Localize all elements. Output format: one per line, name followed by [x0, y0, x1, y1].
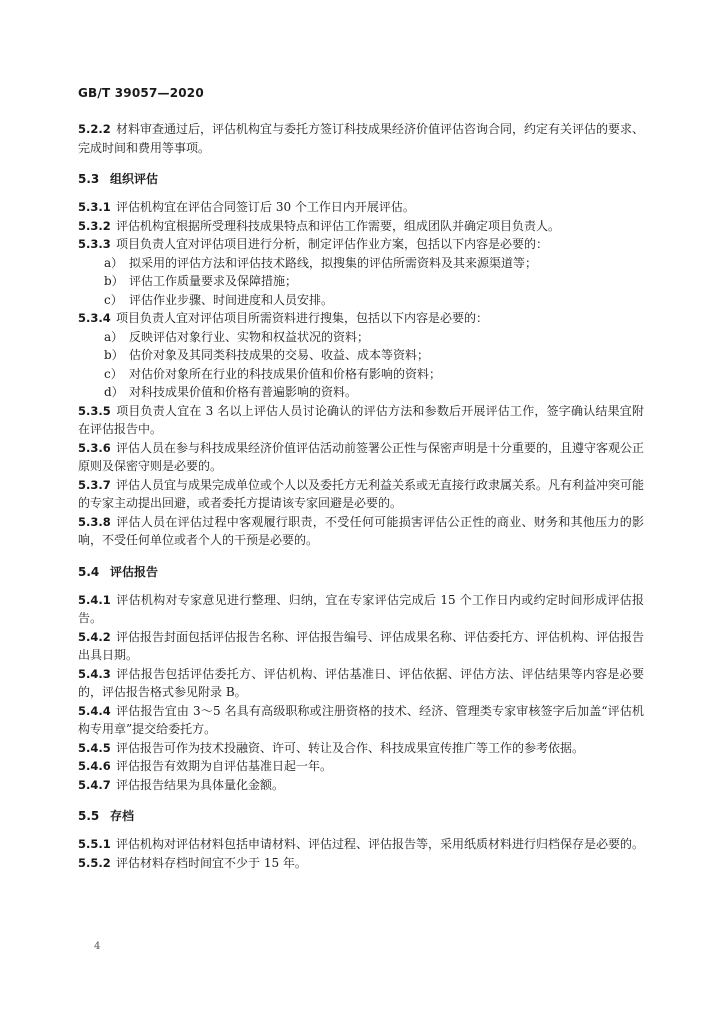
clause-number: 5.3.3	[78, 237, 111, 251]
clause-text: 评估材料存档时间宜不少于 15 年。	[116, 855, 307, 870]
clause-text: 项目负责人宜在 3 名以上评估人员讨论确认的评估方法和参数后开展评估工作，签字确认结果宜附在评估报告中。	[78, 403, 644, 436]
clause-number: 5.3.2	[78, 218, 111, 233]
clause-text: 评估报告可作为技术投融资、许可、转让及合作、科技成果宣传推广等工作的参考依据。	[116, 740, 585, 755]
clause-paragraph	[78, 513, 644, 550]
section-number: 5.4	[78, 564, 100, 579]
list-item	[78, 291, 644, 310]
clause-number: 5.3.7	[78, 477, 111, 492]
list-item	[78, 272, 644, 291]
list-item-text: 对科技成果价值和价格有普遍影响的资料。	[129, 385, 358, 399]
clause-paragraph	[78, 757, 644, 776]
section-heading	[78, 170, 644, 188]
clause-text: 评估人员在评估过程中客观履行职责，不受任何可能损害评估公正性的商业、财务和其他压力的影响，不受任何单位或者个人的干预是必要的。	[78, 514, 644, 547]
clause-paragraph	[78, 235, 644, 254]
clause-paragraph	[78, 439, 644, 476]
clause-text: 评估报告封面包括评估报告名称、评估报告编号、评估成果名称、评估委托方、评估机构、评估报告出具日期。	[78, 629, 645, 662]
clause-paragraph	[78, 309, 644, 328]
document-body	[78, 120, 644, 872]
clause-text: 评估人员宜与成果完成单位或个人以及委托方无利益关系或无直接行政隶属关系。凡有利益冲突可能的专家主动提出回避，或者委托方提请该专家回避是必要的。	[78, 477, 645, 510]
clause-number: 5.3.8	[78, 514, 111, 529]
clause-text: 项目负责人宜对评估项目所需资料进行搜集，包括以下内容是必要的：	[116, 311, 489, 325]
list-item	[78, 383, 644, 402]
clause-text: 评估机构宜在评估合同签订后 30 个工作日内开展评估。	[116, 200, 415, 214]
list-item	[78, 365, 644, 384]
section-heading	[78, 563, 644, 581]
clause-number: 5.4.2	[78, 629, 111, 644]
list-item	[78, 346, 644, 365]
clause-paragraph	[78, 854, 644, 873]
clause-paragraph	[78, 665, 644, 702]
list-marker: d）	[104, 385, 124, 399]
clause-text: 评估报告包括评估委托方、评估机构、评估基准日、评估依据、评估方法、评估结果等内容是必要的，评估报告格式参见附录 B。	[78, 666, 644, 699]
clause-paragraph	[78, 120, 644, 157]
section-heading	[78, 807, 644, 825]
list-marker: b）	[104, 274, 124, 288]
clause-text: 评估机构对专家意见进行整理、归纳，宜在专家评估完成后 15 个工作日内或约定时间形成评估报告。	[78, 592, 644, 625]
list-marker: b）	[104, 348, 124, 362]
list-item	[78, 328, 644, 347]
clause-paragraph	[78, 776, 644, 795]
clause-text: 评估报告宜由 3～5 名具有高级职称或注册资格的技术、经济、管理类专家审核签字后加盖“评估机构专用章”提交给委托方。	[78, 703, 644, 736]
list-marker: c）	[104, 292, 123, 307]
list-item	[78, 254, 644, 273]
section-number: 5.3	[78, 172, 100, 186]
standard-code: GB/T 39057—2020	[78, 86, 204, 100]
list-item-text: 反映评估对象行业、实物和权益状况的资料；	[129, 329, 370, 344]
clause-text: 材料审查通过后，评估机构宜与委托方签订科技成果经济价值评估咨询合同，约定有关评估的要求、完成时间和费用等事项。	[78, 122, 645, 155]
clause-text: 评估报告结果为具体量化金额。	[116, 777, 285, 792]
clause-number: 5.2.2	[78, 122, 111, 136]
list-item-text: 估价对象及其同类科技成果的交易、收益、成本等资料；	[129, 348, 430, 362]
clause-text: 评估人员在参与科技成果经济价值评估活动前签署公正性与保密声明是十分重要的，且遵守客观公正原则及保密守则是必要的。	[78, 440, 645, 473]
clause-number: 5.3.4	[78, 311, 111, 325]
clause-paragraph	[78, 591, 644, 628]
list-marker: c）	[104, 366, 123, 381]
list-marker: a）	[104, 329, 124, 344]
clause-number: 5.5.2	[78, 855, 111, 870]
clause-number: 5.4.4	[78, 703, 111, 718]
clause-paragraph	[78, 402, 644, 439]
clause-paragraph	[78, 702, 644, 739]
clause-text: 评估机构对评估材料包括申请材料、评估过程、评估报告等，采用纸质材料进行归档保存是必要的。	[116, 837, 645, 851]
clause-number: 5.3.6	[78, 440, 111, 455]
clause-number: 5.4.6	[78, 759, 111, 773]
clause-number: 5.5.1	[78, 837, 111, 851]
clause-paragraph	[78, 835, 644, 854]
clause-number: 5.4.7	[78, 777, 111, 792]
section-number: 5.5	[78, 809, 100, 823]
clause-paragraph	[78, 198, 644, 217]
list-marker: a）	[104, 255, 124, 270]
page-number: 4	[94, 941, 101, 952]
clause-number: 5.3.5	[78, 403, 111, 418]
clause-text: 评估机构宜根据所受理科技成果特点和评估工作需要，组成团队并确定项目负责人。	[116, 218, 561, 233]
clause-number: 5.4.5	[78, 740, 111, 755]
clause-paragraph	[78, 628, 644, 665]
clause-text: 评估报告有效期为自评估基准日起一年。	[116, 759, 333, 773]
section-title: 存档	[110, 809, 135, 823]
clause-number: 5.4.3	[78, 666, 111, 681]
clause-number: 5.3.1	[78, 200, 111, 214]
clause-paragraph	[78, 476, 644, 513]
clause-number: 5.4.1	[78, 592, 111, 607]
list-item-text: 评估工作质量要求及保障措施；	[129, 274, 298, 288]
clause-paragraph	[78, 739, 644, 758]
list-item-text: 拟采用的评估方法和评估技术路线，拟搜集的评估所需资料及其来源渠道等；	[129, 255, 538, 270]
list-item-text: 评估作业步骤、时间进度和人员安排。	[129, 292, 334, 307]
clause-text: 项目负责人宜对评估项目进行分析，制定评估作业方案，包括以下内容是必要的：	[116, 237, 549, 251]
list-item-text: 对估价对象所在行业的科技成果价值和价格有影响的资料；	[129, 366, 442, 381]
clause-paragraph	[78, 217, 644, 236]
section-title: 评估报告	[110, 564, 159, 579]
section-title: 组织评估	[110, 172, 159, 186]
